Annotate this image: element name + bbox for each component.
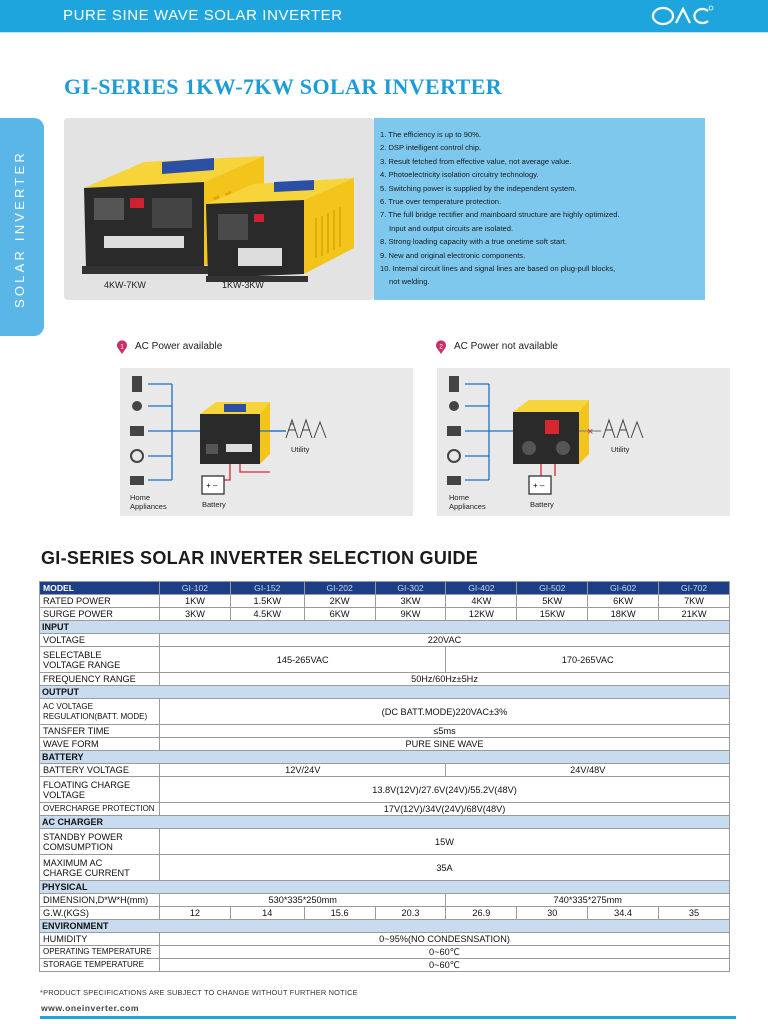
bottom-bar — [40, 1016, 736, 1019]
model-cell: GI-702 — [659, 582, 730, 595]
website-link[interactable]: www.oneinverter.com — [41, 1003, 140, 1013]
table-cell: 15KW — [517, 608, 588, 621]
table-row — [40, 647, 730, 673]
pin-icon — [116, 340, 128, 354]
section-label: ENVIRONMENT — [40, 920, 730, 933]
row-label: WAVE FORM — [40, 738, 160, 751]
table-cell: 15W — [160, 829, 730, 855]
model-cell: GI-602 — [588, 582, 659, 595]
appliances-label: Appliances — [449, 502, 486, 511]
table-row — [40, 959, 730, 972]
feature-item: 10. Internal circuit lines and signal lines are based on plug-pull blocks, — [380, 264, 616, 274]
svg-text:+ ‒: + ‒ — [206, 481, 218, 490]
table-cell: 5KW — [517, 595, 588, 608]
utility-pylon-icon — [286, 420, 326, 438]
table-cell: 12V/24V — [160, 764, 446, 777]
fridge-icon — [449, 376, 459, 392]
table-cell: 26.9 — [446, 907, 517, 920]
model-cell: GI-102 — [160, 582, 231, 595]
feature-item: 2. DSP intelligent control chip. — [380, 143, 482, 153]
table-row — [40, 855, 730, 881]
diagram-ac-available — [120, 368, 413, 516]
row-label: BATTERY VOLTAGE — [40, 764, 160, 777]
section-row — [40, 751, 730, 764]
feature-item: 3. Result fetched from effective value, not average value. — [380, 156, 572, 166]
table-cell: PURE SINE WAVE — [160, 738, 730, 751]
table-cell: 220VAC — [160, 634, 730, 647]
monitor-icon — [447, 426, 461, 436]
panel2-title: AC Power not available — [454, 341, 558, 352]
table-cell: 14 — [230, 907, 304, 920]
bulb-icon — [132, 401, 142, 411]
table-cell: ≤5ms — [160, 725, 730, 738]
row-label — [40, 855, 160, 881]
row-label: TANSFER TIME — [40, 725, 160, 738]
table-cell: 12 — [160, 907, 231, 920]
feature-item: 9. New and original electronic components. — [380, 250, 526, 260]
row-label-line: FLOATING CHARGE — [43, 779, 131, 790]
inverter-illustration — [64, 118, 374, 300]
table-cell: 20.3 — [375, 907, 446, 920]
battery-label: Battery — [530, 500, 554, 509]
table-cell: 13.8V(12V)/27.6V(24V)/55.2V(48V) — [160, 777, 730, 803]
table-cell: 1.5KW — [230, 595, 304, 608]
product-label-small: 1KW-3KW — [222, 280, 264, 290]
table-cell: 0~60℃ — [160, 946, 730, 959]
section-row — [40, 621, 730, 634]
table-cell: 30 — [517, 907, 588, 920]
product-label-large: 4KW-7KW — [104, 280, 146, 290]
row-label — [40, 699, 160, 725]
feature-item: 6. True over temperature protection. — [380, 197, 502, 207]
panel1-number: 1 — [120, 343, 124, 351]
svg-text:+ ‒: + ‒ — [533, 481, 545, 490]
table-cell: 6KW — [304, 608, 375, 621]
section-row — [40, 816, 730, 829]
fan-icon — [448, 450, 460, 462]
side-tab — [0, 118, 44, 336]
banner-divider — [0, 32, 768, 33]
table-cell: 0~60℃ — [160, 959, 730, 972]
table-row — [40, 673, 730, 686]
disconnect-icon: × — [587, 426, 594, 438]
table-cell: 21KW — [659, 608, 730, 621]
model-cell: GI-402 — [446, 582, 517, 595]
table-cell: 35 — [659, 907, 730, 920]
page-title: GI-SERIES 1KW-7KW SOLAR INVERTER — [64, 74, 503, 99]
row-label-line: VOLTAGE RANGE — [43, 659, 121, 670]
battery-label: Battery — [202, 500, 226, 509]
fan-icon — [131, 450, 143, 462]
section-label: AC CHARGER — [40, 816, 730, 829]
panel2-number: 2 — [439, 343, 443, 351]
model-cell: GI-302 — [375, 582, 446, 595]
table-row — [40, 907, 730, 920]
row-label: VOLTAGE — [40, 634, 160, 647]
diagram-ac-not-available — [437, 368, 730, 516]
table-cell: 530*335*250mm — [160, 894, 446, 907]
table-cell: 1KW — [160, 595, 231, 608]
row-label: OVERCHARGE PROTECTION — [40, 803, 160, 816]
table-cell: 3KW — [160, 608, 231, 621]
top-banner — [0, 0, 768, 32]
table-cell: (DC BATT.MODE)220VAC±3% — [160, 699, 730, 725]
pin-icon — [435, 340, 447, 354]
section-label: INPUT — [40, 621, 730, 634]
row-label: SURGE POWER — [40, 608, 160, 621]
table-header-row — [40, 582, 730, 595]
row-label-line: REGULATION(BATT. MODE) — [43, 711, 148, 721]
table-cell: 9KW — [375, 608, 446, 621]
table-row — [40, 738, 730, 751]
row-label-line: SELECTABLE — [43, 649, 102, 660]
table-cell: 3KW — [375, 595, 446, 608]
feature-item: 7. The full bridge rectifier and mainboard structure are highly optimized. — [380, 210, 620, 220]
table-row — [40, 933, 730, 946]
tv-icon — [447, 476, 461, 485]
panel1-title: AC Power available — [135, 341, 223, 352]
table-row — [40, 634, 730, 647]
table-cell: 0~95%(NO CONDESNSATION) — [160, 933, 730, 946]
section-label: OUTPUT — [40, 686, 730, 699]
row-label — [40, 777, 160, 803]
feature-item: not welding. — [389, 277, 430, 287]
row-label — [40, 647, 160, 673]
table-cell: 170-265VAC — [446, 647, 730, 673]
home-label: Home — [449, 493, 470, 502]
table-cell: 15.6 — [304, 907, 375, 920]
table-row — [40, 777, 730, 803]
row-label: STORAGE TEMPERATURE — [40, 959, 160, 972]
table-row — [40, 829, 730, 855]
table-cell: 18KW — [588, 608, 659, 621]
section-row — [40, 920, 730, 933]
row-label-line: MAXIMUM AC — [43, 857, 103, 868]
row-label: G.W.(KGS) — [40, 907, 160, 920]
selection-guide-title: GI-SERIES SOLAR INVERTER SELECTION GUIDE — [41, 548, 479, 568]
section-row — [40, 881, 730, 894]
table-cell: 6KW — [588, 595, 659, 608]
table-row — [40, 595, 730, 608]
table-cell: 2KW — [304, 595, 375, 608]
appliances-label: Appliances — [130, 502, 167, 511]
model-cell: GI-152 — [230, 582, 304, 595]
table-cell: 50Hz/60Hz±5Hz — [160, 673, 730, 686]
tv-icon — [130, 476, 144, 485]
features-list — [374, 118, 705, 300]
feature-item: 4. Photoelectricity isolation circuitry technology. — [380, 170, 539, 180]
home-label: Home — [130, 493, 151, 502]
table-cell: 740*335*275mm — [446, 894, 730, 907]
side-tab-label: SOLAR INVERTER — [12, 150, 27, 308]
footnote: *PRODUCT SPECIFICATIONS ARE SUBJECT TO CHANGE WITHOUT FURTHER NOTICE — [40, 988, 358, 997]
banner-title: PURE SINE WAVE SOLAR INVERTER — [63, 7, 343, 24]
table-row — [40, 608, 730, 621]
section-label: BATTERY — [40, 751, 730, 764]
table-row — [40, 946, 730, 959]
row-label: OPERATING TEMPERATURE — [40, 946, 160, 959]
row-label-line: VOLTAGE — [43, 789, 86, 800]
feature-item: 8. Strong loading capacity with a true onetime soft start. — [380, 237, 567, 247]
feature-item: 1. The efficiency is up to 90%. — [380, 130, 482, 139]
row-label: RATED POWER — [40, 595, 160, 608]
model-cell: GI-202 — [304, 582, 375, 595]
monitor-icon — [130, 426, 144, 436]
row-label-line: CHARGE CURRENT — [43, 867, 130, 878]
table-cell: 145-265VAC — [160, 647, 446, 673]
feature-item: 5. Switching power is supplied by the independent system. — [380, 183, 577, 193]
feature-item: Input and output circuits are isolated. — [389, 223, 514, 233]
utility-pylon-icon — [603, 420, 643, 438]
row-label: FREQUENCY RANGE — [40, 673, 160, 686]
row-label-line: STANDBY POWER — [43, 831, 123, 842]
model-cell: GI-502 — [517, 582, 588, 595]
table-cell: 17V(12V)/34V(24V)/68V(48V) — [160, 803, 730, 816]
bulb-icon — [449, 401, 459, 411]
table-row — [40, 699, 730, 725]
fridge-icon — [132, 376, 142, 392]
utility-label: Utility — [291, 445, 310, 454]
table-cell: 34.4 — [588, 907, 659, 920]
spec-table — [39, 581, 730, 972]
row-label-line: AC VOLTAGE — [43, 701, 93, 711]
section-label: PHYSICAL — [40, 881, 730, 894]
row-label-line: COMSUMPTION — [43, 841, 113, 852]
table-row — [40, 894, 730, 907]
row-label: DIMENSION,D*W*H(mm) — [40, 894, 160, 907]
table-cell: 4KW — [446, 595, 517, 608]
table-cell: 35A — [160, 855, 730, 881]
table-cell: 12KW — [446, 608, 517, 621]
brand-logo — [650, 5, 714, 27]
row-label: HUMIDITY — [40, 933, 160, 946]
section-row — [40, 686, 730, 699]
table-cell: 7KW — [659, 595, 730, 608]
table-cell: 24V/48V — [446, 764, 730, 777]
utility-label: Utility — [611, 445, 630, 454]
row-label — [40, 829, 160, 855]
table-row — [40, 725, 730, 738]
table-row — [40, 764, 730, 777]
model-header: MODEL — [40, 582, 160, 595]
table-cell: 4.5KW — [230, 608, 304, 621]
product-photo — [64, 118, 374, 300]
table-row — [40, 803, 730, 816]
